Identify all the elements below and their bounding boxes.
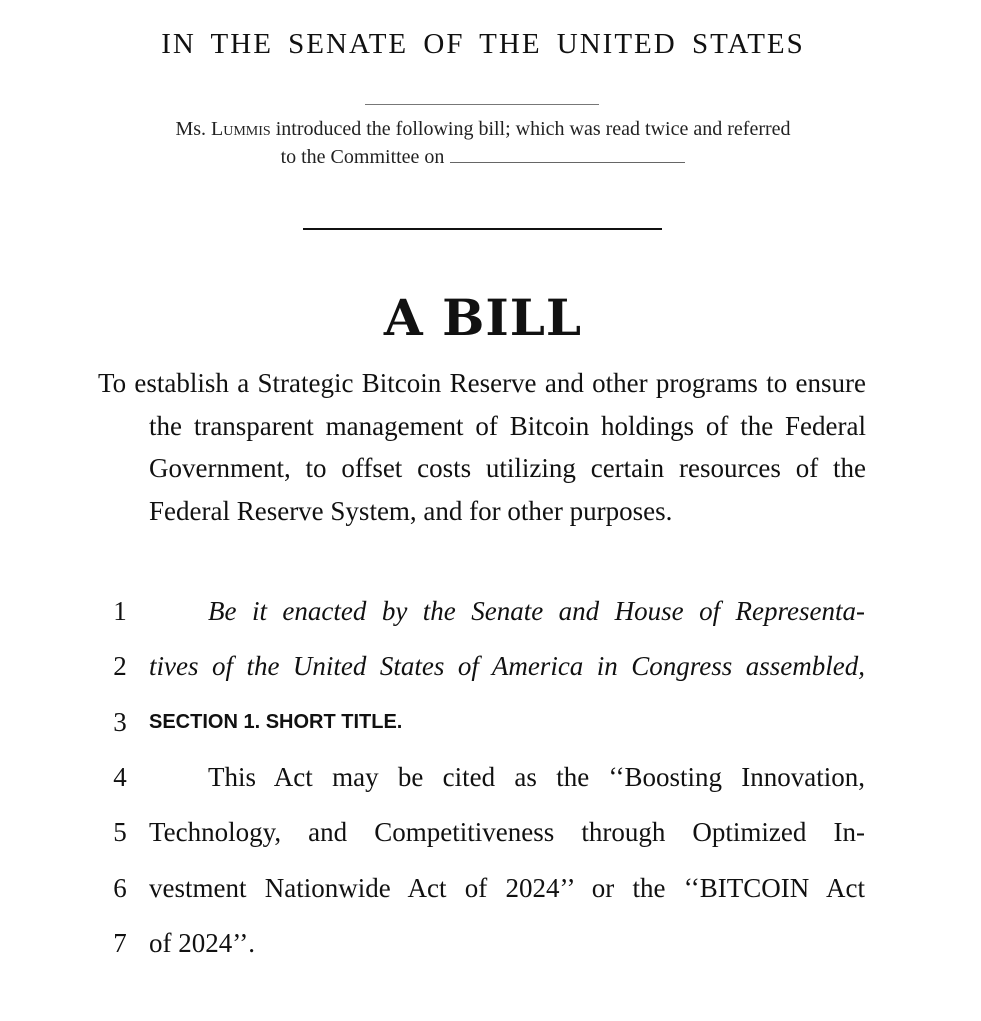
section-heading: SECTION 1. SHORT TITLE.: [149, 711, 403, 733]
section-text: This Act may be cited as the ‘‘Boosting Innovation,: [208, 762, 865, 792]
sponsor-prefix: Ms.: [175, 118, 207, 140]
chamber-title: IN THE SENATE OF THE UNITED STATES: [161, 28, 805, 60]
body-line-1: [0, 596, 981, 640]
body-line-2: [0, 651, 981, 695]
section-text: vestment Nationwide Act of 2024’’ or the ‘‘BITCOIN Act: [149, 873, 865, 903]
body-line-4: [0, 762, 981, 806]
committee-blank: [450, 148, 685, 163]
body-line-7: [0, 928, 981, 972]
enacting-clause-text: Be it enacted by the Senate and House of Representa-: [208, 596, 865, 626]
bill-purpose: To establish a Strategic Bitcoin Reserve and other programs to ensure the transparent management of Bitcoin holdings of the Federal Government, to offset costs utilizing certain resources of the Federal Reserve System, and for other purposes.: [98, 368, 866, 526]
line-number: 1: [113, 596, 127, 626]
line-number: 7: [113, 928, 127, 958]
body-line-6: [0, 873, 981, 917]
short-divider: [365, 104, 599, 105]
sponsor-name: Lummis: [211, 118, 271, 140]
line-number: 5: [113, 817, 127, 847]
bill-heading: A BILL: [383, 288, 583, 347]
line-number: 3: [113, 707, 127, 737]
section-text: Technology, and Competitiveness through Optimized In-: [149, 817, 865, 847]
line-number: 6: [113, 873, 127, 903]
thick-divider: [303, 228, 662, 230]
committee-text: to the Committee on: [280, 146, 445, 168]
committee-line: [0, 146, 966, 169]
body-line-5: [0, 817, 981, 861]
line-number: 4: [113, 762, 127, 792]
section-text: of 2024’’.: [149, 928, 255, 958]
body-line-3: [0, 707, 981, 751]
enacting-clause-text: tives of the United States of America in Congress assembled,: [149, 651, 865, 681]
introduction-line: [0, 118, 966, 141]
introduction-text: introduced the following bill; which was read twice and referred: [275, 118, 791, 140]
line-number: 2: [113, 651, 127, 681]
